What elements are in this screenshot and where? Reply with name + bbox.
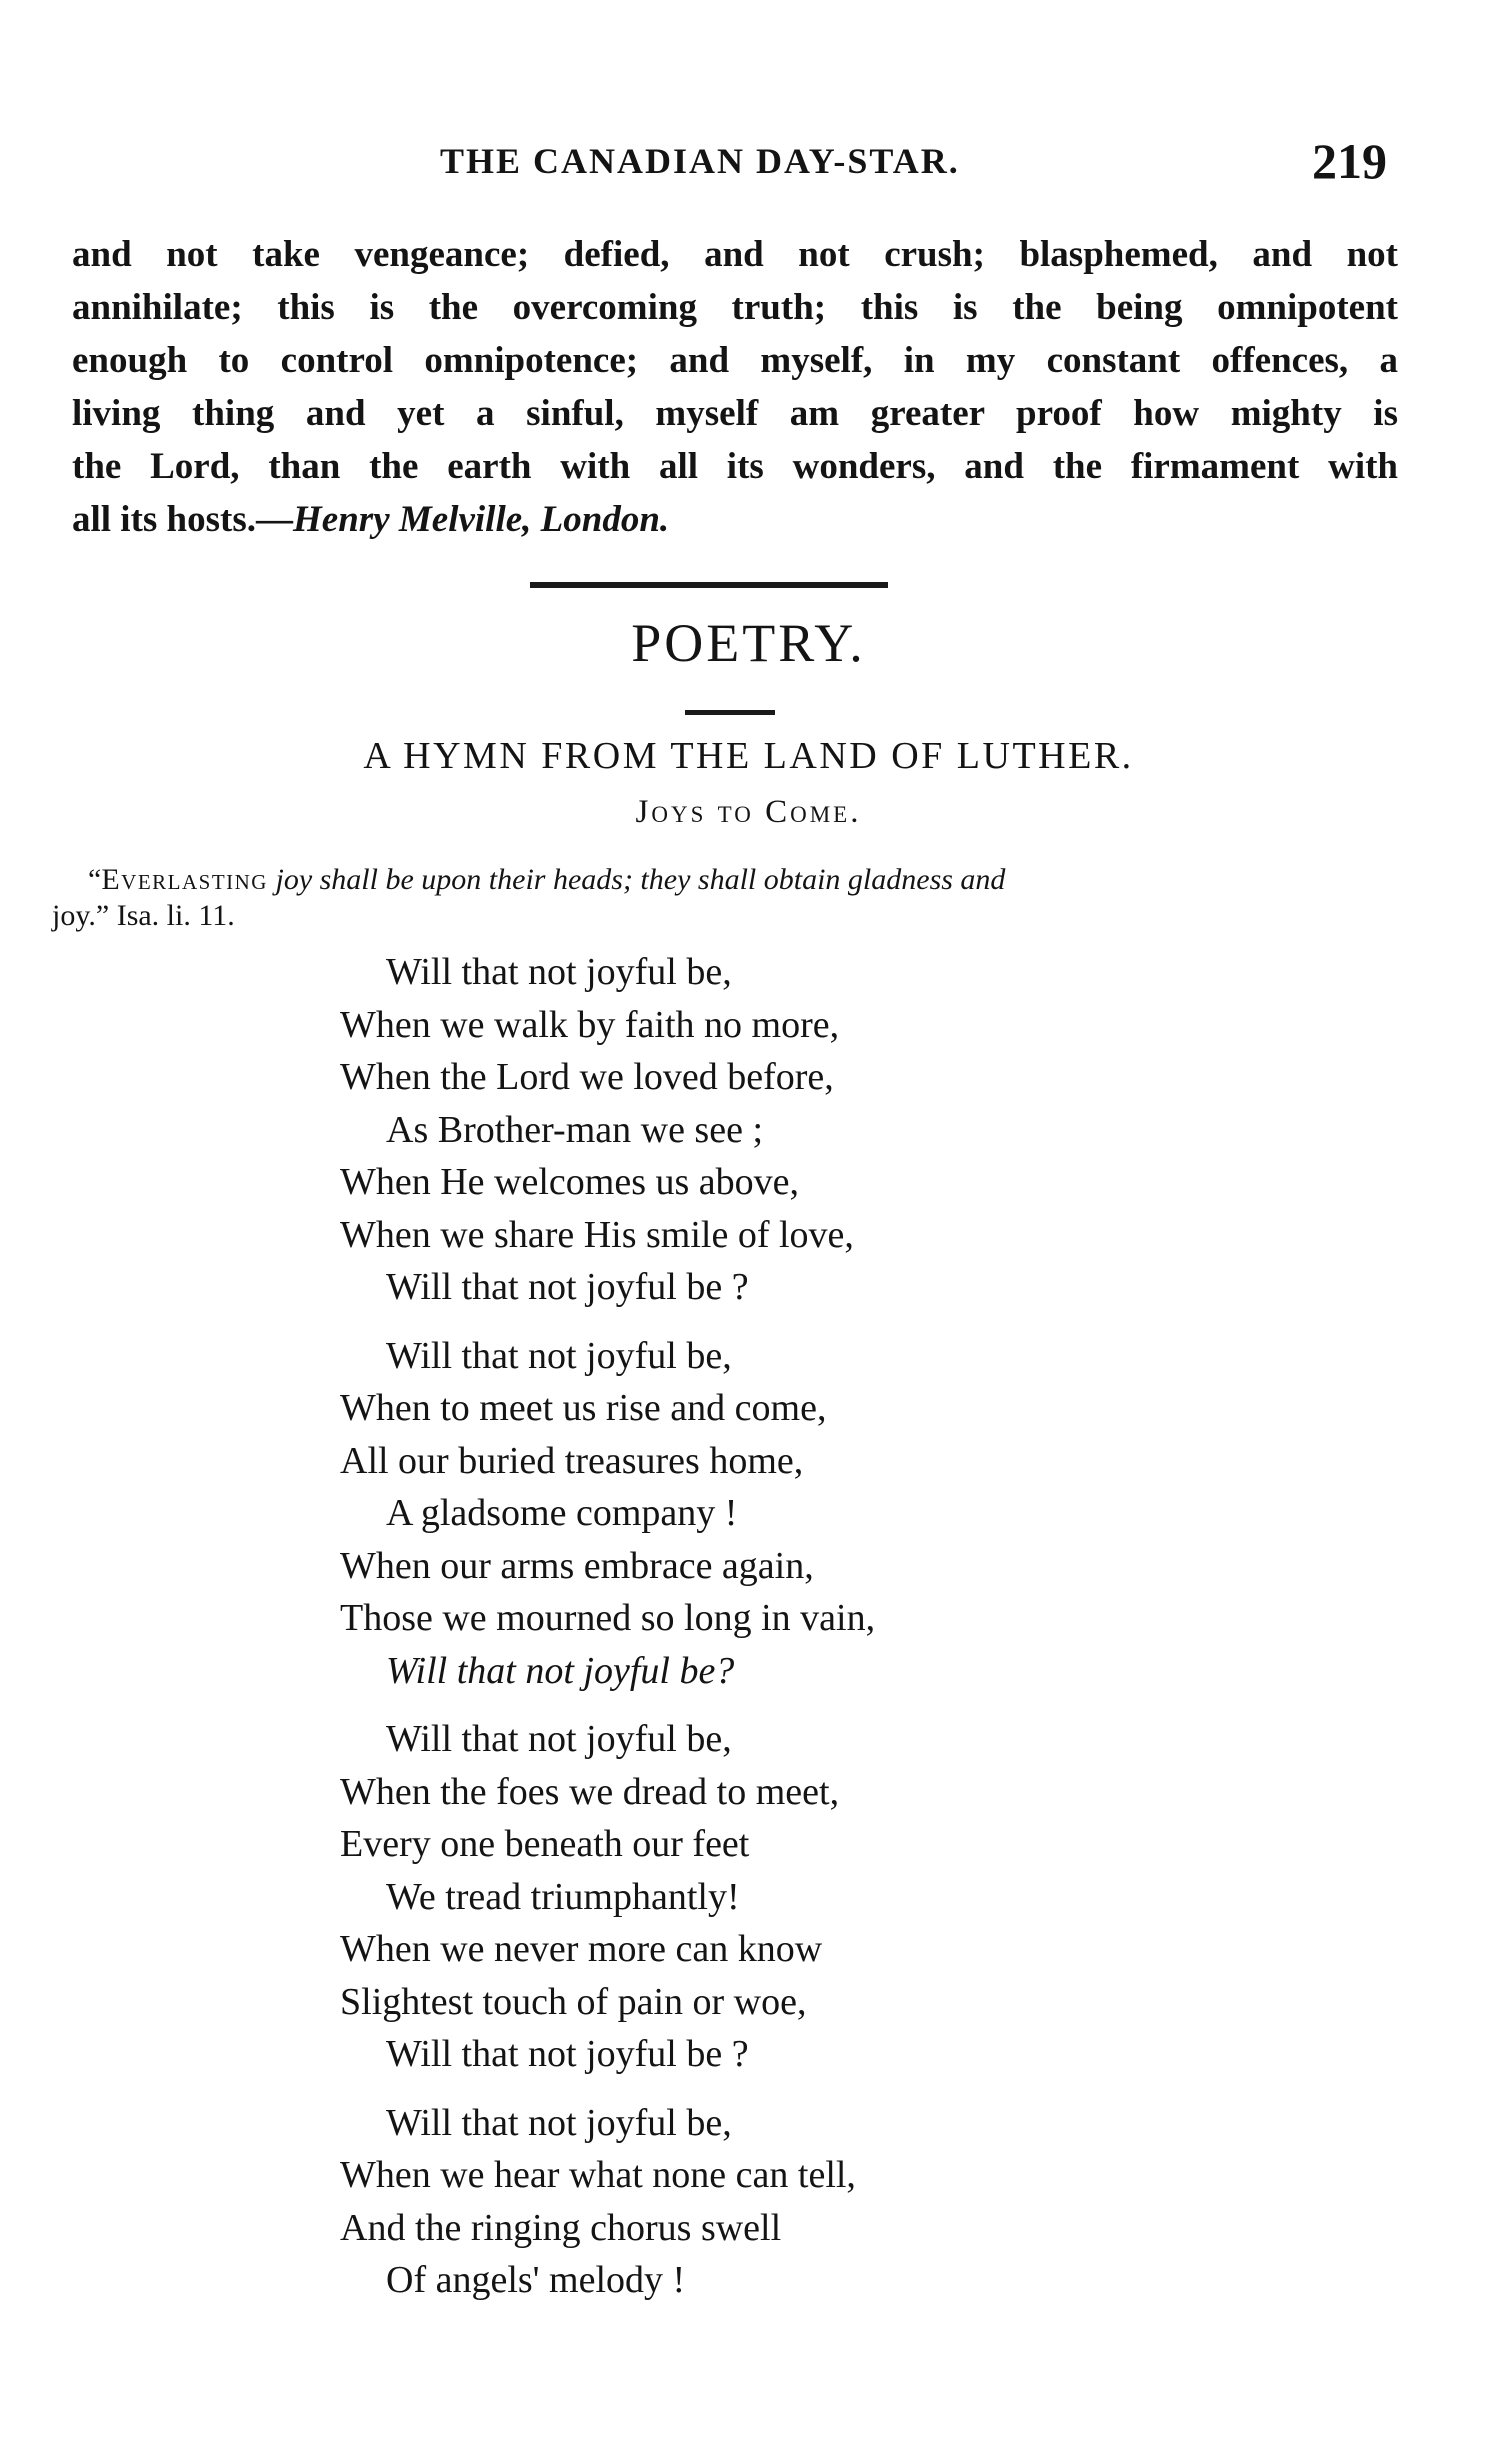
prose-line: the Lord, than the earth with all its wonders, and the firmament with [72,446,1398,487]
verse-line: When He welcomes us above, [340,1161,800,1203]
verse-line: Those we mourned so long in vain, [340,1597,876,1639]
verse-line: All our buried treasures home, [340,1439,804,1482]
verse-line: Will that not joyful be ? [386,1266,749,1308]
hymn-subtitle: Joys to Come. [635,794,862,830]
verse-line [340,1645,1240,1698]
verse-line: We tread triumphantly! [386,1875,740,1918]
verse-line-italic: Will that not joyful be? [386,1649,735,1692]
epigraph-caps: Everlasting [101,863,268,896]
verse-line: Of angels' melody ! [386,2259,686,2301]
prose-last-line [72,493,1398,546]
page-header [0,132,1497,192]
epigraph [52,862,1402,934]
verse-line: Will that not joyful be, [386,951,732,993]
epigraph-text: joy shall be upon their heads; they shall obtain gladness and [267,863,1006,896]
verse-line: Will that not joyful be, [386,2101,732,2144]
epigraph-line [52,862,1402,898]
verse-line: As Brother-man we see ; [386,1108,764,1151]
verse-line: When the foes we dread to meet, [340,1770,840,1813]
prose-paragraph [72,228,1398,546]
stanza [340,1330,1240,1698]
section-divider [530,582,888,588]
prose-last-line-text: all its hosts.— [72,499,294,540]
stanza [340,1713,1240,2081]
verse-line: When the Lord we loved before, [340,1056,834,1098]
verse-line: And the ringing chorus swell [340,2206,782,2249]
verse-line: When we walk by faith no more, [340,1003,840,1046]
page-number: 219 [1312,133,1387,189]
epigraph-open-quote: “ [88,863,102,896]
prose-line: annihilate; this is the overcoming truth; this is the being omnipotent [72,287,1398,328]
verse-line: When we never more can know [340,1928,823,1970]
verse-line: When to meet us rise and come, [340,1387,827,1429]
verse-line: Will that not joyful be ? [386,2033,749,2075]
verse-line: A gladsome company ! [386,1492,738,1534]
prose-line: and not take vengeance; defied, and not crush; blasphemed, and not [72,234,1398,275]
prose-line: living thing and yet a sinful, myself am greater proof how mighty is [72,393,1398,434]
section-title: POETRY. [631,613,866,673]
hymn-title: A HYMN FROM THE LAND OF LUTHER. [363,735,1134,777]
prose-line: enough to control omnipotence; and myself, in my constant offences, a [72,340,1398,381]
title-divider [685,710,775,715]
running-title: THE CANADIAN DAY-STAR. [440,141,960,181]
verse-line: When our arms embrace again, [340,1544,814,1587]
verse-line: Will that not joyful be, [386,1718,732,1760]
verse-line: When we hear what none can tell, [340,2154,856,2196]
stanza [340,2097,1240,2307]
stanza [340,946,1240,1314]
verse-line: Slightest touch of pain or woe, [340,1980,807,2023]
verse-line: Will that not joyful be, [386,1334,732,1377]
prose-attribution: Henry Melville, London. [293,499,670,540]
verse-line: Every one beneath our feet [340,1823,750,1865]
verse-line: When we share His smile of love, [340,1213,854,1256]
epigraph-citation: joy.” Isa. li. 11. [52,899,235,932]
poem [340,946,1240,2323]
